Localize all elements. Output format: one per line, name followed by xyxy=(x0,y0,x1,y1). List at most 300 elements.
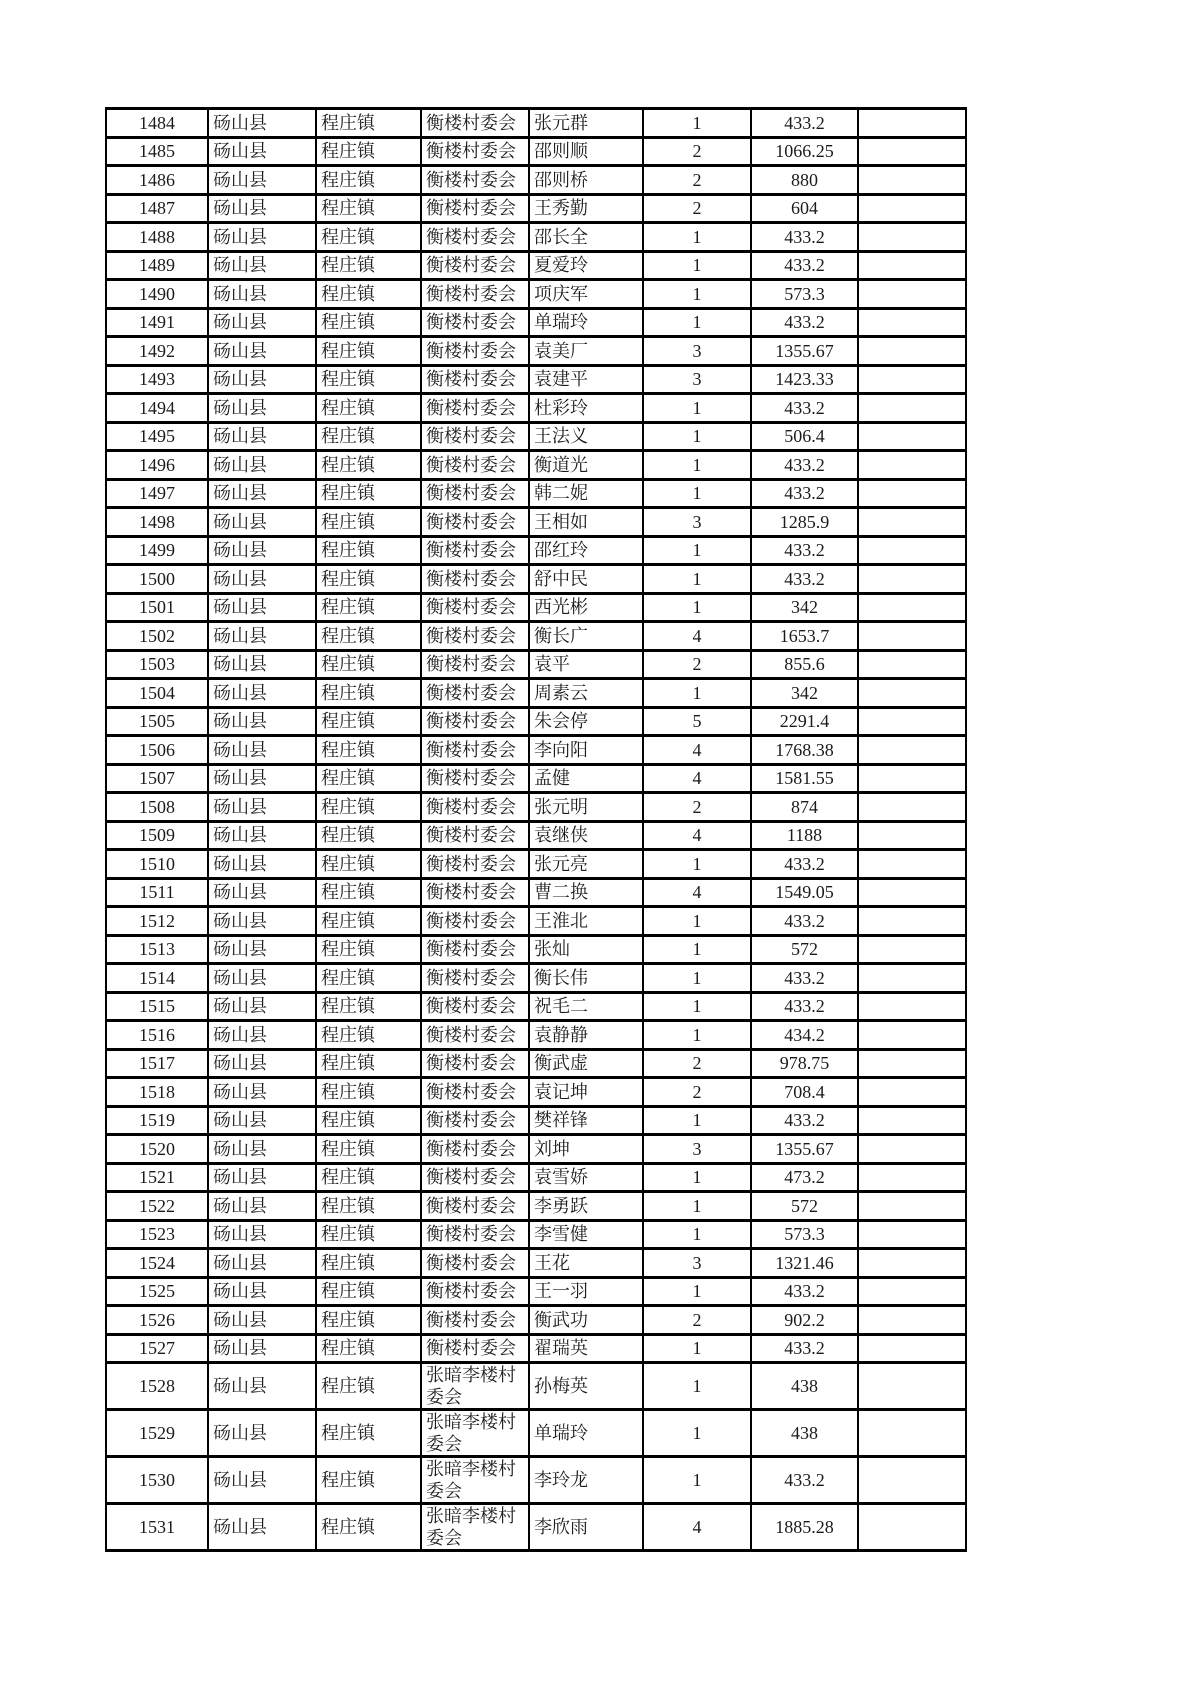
cell-name: 袁雪娇 xyxy=(529,1163,643,1192)
cell-name: 孟健 xyxy=(529,764,643,793)
cell-name: 王淮北 xyxy=(529,907,643,936)
cell-count: 1 xyxy=(643,479,751,508)
cell-village: 衡楼村委会 xyxy=(421,964,529,993)
cell-count: 3 xyxy=(643,365,751,394)
cell-index: 1518 xyxy=(106,1078,208,1107)
cell-name: 曹二换 xyxy=(529,878,643,907)
table-row xyxy=(106,593,966,622)
cell-town: 程庄镇 xyxy=(316,1363,421,1410)
cell-count: 1 xyxy=(643,394,751,423)
cell-county: 砀山县 xyxy=(208,1249,316,1278)
cell-count: 3 xyxy=(643,508,751,537)
cell-index: 1501 xyxy=(106,593,208,622)
cell-amount: 433.2 xyxy=(751,850,858,879)
cell-county: 砀山县 xyxy=(208,1078,316,1107)
cell-name: 袁静静 xyxy=(529,1021,643,1050)
table-row xyxy=(106,907,966,936)
cell-village: 衡楼村委会 xyxy=(421,308,529,337)
cell-amount: 708.4 xyxy=(751,1078,858,1107)
table-row xyxy=(106,280,966,309)
cell-name: 邵则顺 xyxy=(529,137,643,166)
cell-name: 杜彩玲 xyxy=(529,394,643,423)
cell-count: 2 xyxy=(643,1306,751,1335)
cell-name: 单瑞玲 xyxy=(529,308,643,337)
table-row xyxy=(106,451,966,480)
cell-count: 1 xyxy=(643,1220,751,1249)
cell-amount: 573.3 xyxy=(751,1220,858,1249)
cell-village: 衡楼村委会 xyxy=(421,1021,529,1050)
cell-index: 1529 xyxy=(106,1410,208,1457)
cell-name: 刘坤 xyxy=(529,1135,643,1164)
cell-village: 衡楼村委会 xyxy=(421,1249,529,1278)
cell-county: 砀山县 xyxy=(208,394,316,423)
cell-county: 砀山县 xyxy=(208,1192,316,1221)
cell-town: 程庄镇 xyxy=(316,707,421,736)
cell-county: 砀山县 xyxy=(208,821,316,850)
cell-count: 1 xyxy=(643,850,751,879)
cell-county: 砀山县 xyxy=(208,451,316,480)
table-row xyxy=(106,707,966,736)
cell-index: 1492 xyxy=(106,337,208,366)
cell-county: 砀山县 xyxy=(208,964,316,993)
cell-village: 衡楼村委会 xyxy=(421,109,529,138)
cell-count: 1 xyxy=(643,1106,751,1135)
cell-village: 衡楼村委会 xyxy=(421,650,529,679)
cell-county: 砀山县 xyxy=(208,308,316,337)
cell-village: 衡楼村委会 xyxy=(421,479,529,508)
cell-county: 砀山县 xyxy=(208,422,316,451)
cell-name: 祝毛二 xyxy=(529,992,643,1021)
cell-amount: 433.2 xyxy=(751,565,858,594)
cell-amount: 438 xyxy=(751,1363,858,1410)
cell-town: 程庄镇 xyxy=(316,137,421,166)
table-row xyxy=(106,508,966,537)
cell-town: 程庄镇 xyxy=(316,451,421,480)
cell-name: 翟瑞英 xyxy=(529,1334,643,1363)
cell-blank xyxy=(858,1135,966,1164)
cell-index: 1528 xyxy=(106,1363,208,1410)
cell-county: 砀山县 xyxy=(208,251,316,280)
cell-count: 1 xyxy=(643,422,751,451)
cell-amount: 604 xyxy=(751,194,858,223)
cell-index: 1527 xyxy=(106,1334,208,1363)
cell-blank xyxy=(858,1249,966,1278)
cell-town: 程庄镇 xyxy=(316,992,421,1021)
cell-name: 王法义 xyxy=(529,422,643,451)
cell-name: 袁记坤 xyxy=(529,1078,643,1107)
cell-blank xyxy=(858,1410,966,1457)
cell-town: 程庄镇 xyxy=(316,679,421,708)
cell-blank xyxy=(858,1334,966,1363)
cell-county: 砀山县 xyxy=(208,622,316,651)
cell-county: 砀山县 xyxy=(208,479,316,508)
cell-county: 砀山县 xyxy=(208,137,316,166)
cell-name: 王秀勤 xyxy=(529,194,643,223)
table-row xyxy=(106,166,966,195)
cell-index: 1526 xyxy=(106,1306,208,1335)
cell-amount: 433.2 xyxy=(751,1457,858,1504)
cell-index: 1506 xyxy=(106,736,208,765)
cell-amount: 572 xyxy=(751,1192,858,1221)
cell-county: 砀山县 xyxy=(208,1106,316,1135)
cell-county: 砀山县 xyxy=(208,1163,316,1192)
cell-county: 砀山县 xyxy=(208,1457,316,1504)
cell-blank xyxy=(858,394,966,423)
cell-name: 袁美厂 xyxy=(529,337,643,366)
cell-town: 程庄镇 xyxy=(316,223,421,252)
cell-town: 程庄镇 xyxy=(316,1078,421,1107)
cell-blank xyxy=(858,793,966,822)
cell-town: 程庄镇 xyxy=(316,109,421,138)
cell-county: 砀山县 xyxy=(208,536,316,565)
cell-blank xyxy=(858,308,966,337)
cell-town: 程庄镇 xyxy=(316,821,421,850)
cell-amount: 433.2 xyxy=(751,992,858,1021)
cell-town: 程庄镇 xyxy=(316,565,421,594)
cell-amount: 473.2 xyxy=(751,1163,858,1192)
cell-name: 张灿 xyxy=(529,935,643,964)
cell-index: 1504 xyxy=(106,679,208,708)
cell-amount: 573.3 xyxy=(751,280,858,309)
cell-town: 程庄镇 xyxy=(316,1334,421,1363)
cell-county: 砀山县 xyxy=(208,935,316,964)
cell-blank xyxy=(858,166,966,195)
cell-town: 程庄镇 xyxy=(316,764,421,793)
cell-index: 1523 xyxy=(106,1220,208,1249)
cell-county: 砀山县 xyxy=(208,565,316,594)
cell-amount: 433.2 xyxy=(751,394,858,423)
table-row xyxy=(106,1457,966,1504)
cell-index: 1517 xyxy=(106,1049,208,1078)
cell-index: 1484 xyxy=(106,109,208,138)
cell-town: 程庄镇 xyxy=(316,422,421,451)
cell-village: 衡楼村委会 xyxy=(421,1078,529,1107)
cell-count: 1 xyxy=(643,1277,751,1306)
cell-name: 邵则桥 xyxy=(529,166,643,195)
cell-amount: 433.2 xyxy=(751,479,858,508)
cell-blank xyxy=(858,736,966,765)
cell-town: 程庄镇 xyxy=(316,793,421,822)
cell-blank xyxy=(858,593,966,622)
cell-blank xyxy=(858,1277,966,1306)
cell-index: 1503 xyxy=(106,650,208,679)
cell-index: 1508 xyxy=(106,793,208,822)
cell-count: 1 xyxy=(643,1192,751,1221)
cell-count: 1 xyxy=(643,308,751,337)
cell-name: 李欣雨 xyxy=(529,1504,643,1551)
cell-count: 2 xyxy=(643,166,751,195)
cell-count: 1 xyxy=(643,1363,751,1410)
table-row xyxy=(106,394,966,423)
cell-name: 邵长全 xyxy=(529,223,643,252)
cell-county: 砀山县 xyxy=(208,1363,316,1410)
cell-count: 1 xyxy=(643,280,751,309)
cell-count: 4 xyxy=(643,764,751,793)
table-row xyxy=(106,622,966,651)
cell-town: 程庄镇 xyxy=(316,1021,421,1050)
cell-amount: 438 xyxy=(751,1410,858,1457)
cell-town: 程庄镇 xyxy=(316,1410,421,1457)
cell-village: 衡楼村委会 xyxy=(421,194,529,223)
cell-town: 程庄镇 xyxy=(316,1220,421,1249)
table-row xyxy=(106,850,966,879)
cell-index: 1505 xyxy=(106,707,208,736)
cell-blank xyxy=(858,1106,966,1135)
cell-town: 程庄镇 xyxy=(316,1049,421,1078)
table-row xyxy=(106,1078,966,1107)
table-row xyxy=(106,422,966,451)
cell-name: 衡武功 xyxy=(529,1306,643,1335)
cell-name: 张元明 xyxy=(529,793,643,822)
cell-index: 1531 xyxy=(106,1504,208,1551)
cell-blank xyxy=(858,508,966,537)
cell-county: 砀山县 xyxy=(208,109,316,138)
table-row xyxy=(106,1277,966,1306)
cell-blank xyxy=(858,280,966,309)
cell-blank xyxy=(858,850,966,879)
cell-index: 1499 xyxy=(106,536,208,565)
cell-village: 衡楼村委会 xyxy=(421,1334,529,1363)
table-body xyxy=(106,109,966,1551)
cell-village: 衡楼村委会 xyxy=(421,565,529,594)
cell-index: 1490 xyxy=(106,280,208,309)
cell-count: 1 xyxy=(643,1334,751,1363)
cell-village: 衡楼村委会 xyxy=(421,280,529,309)
cell-count: 5 xyxy=(643,707,751,736)
cell-town: 程庄镇 xyxy=(316,650,421,679)
cell-amount: 433.2 xyxy=(751,308,858,337)
cell-index: 1495 xyxy=(106,422,208,451)
cell-index: 1509 xyxy=(106,821,208,850)
cell-index: 1493 xyxy=(106,365,208,394)
cell-count: 1 xyxy=(643,109,751,138)
table-row xyxy=(106,1220,966,1249)
table-row xyxy=(106,337,966,366)
cell-name: 衡武虚 xyxy=(529,1049,643,1078)
cell-amount: 433.2 xyxy=(751,1277,858,1306)
cell-count: 1 xyxy=(643,992,751,1021)
cell-count: 4 xyxy=(643,736,751,765)
cell-county: 砀山县 xyxy=(208,280,316,309)
cell-county: 砀山县 xyxy=(208,1049,316,1078)
cell-count: 4 xyxy=(643,622,751,651)
cell-county: 砀山县 xyxy=(208,1135,316,1164)
cell-village: 张暗李楼村委会 xyxy=(421,1504,529,1551)
cell-name: 张元群 xyxy=(529,109,643,138)
cell-index: 1488 xyxy=(106,223,208,252)
cell-amount: 433.2 xyxy=(751,109,858,138)
cell-blank xyxy=(858,878,966,907)
cell-name: 单瑞玲 xyxy=(529,1410,643,1457)
cell-village: 衡楼村委会 xyxy=(421,1135,529,1164)
cell-village: 衡楼村委会 xyxy=(421,1049,529,1078)
cell-name: 邵红玲 xyxy=(529,536,643,565)
cell-name: 王相如 xyxy=(529,508,643,537)
cell-count: 2 xyxy=(643,1049,751,1078)
cell-county: 砀山县 xyxy=(208,650,316,679)
cell-blank xyxy=(858,821,966,850)
table-row xyxy=(106,1334,966,1363)
cell-town: 程庄镇 xyxy=(316,394,421,423)
cell-village: 衡楼村委会 xyxy=(421,137,529,166)
cell-index: 1485 xyxy=(106,137,208,166)
cell-name: 周素云 xyxy=(529,679,643,708)
cell-count: 1 xyxy=(643,1457,751,1504)
cell-count: 1 xyxy=(643,679,751,708)
cell-count: 3 xyxy=(643,337,751,366)
cell-blank xyxy=(858,337,966,366)
table-row xyxy=(106,1410,966,1457)
cell-amount: 2291.4 xyxy=(751,707,858,736)
cell-blank xyxy=(858,251,966,280)
cell-index: 1496 xyxy=(106,451,208,480)
cell-village: 衡楼村委会 xyxy=(421,508,529,537)
cell-blank xyxy=(858,1192,966,1221)
cell-count: 1 xyxy=(643,223,751,252)
cell-county: 砀山县 xyxy=(208,907,316,936)
cell-count: 1 xyxy=(643,935,751,964)
table-row xyxy=(106,793,966,822)
cell-count: 2 xyxy=(643,650,751,679)
cell-blank xyxy=(858,451,966,480)
cell-blank xyxy=(858,365,966,394)
cell-village: 衡楼村委会 xyxy=(421,736,529,765)
table-row xyxy=(106,1049,966,1078)
cell-amount: 434.2 xyxy=(751,1021,858,1050)
table-row xyxy=(106,251,966,280)
cell-amount: 572 xyxy=(751,935,858,964)
cell-town: 程庄镇 xyxy=(316,308,421,337)
table-row xyxy=(106,679,966,708)
cell-county: 砀山县 xyxy=(208,992,316,1021)
cell-name: 衡长广 xyxy=(529,622,643,651)
cell-index: 1524 xyxy=(106,1249,208,1278)
table-row xyxy=(106,878,966,907)
cell-count: 1 xyxy=(643,451,751,480)
cell-county: 砀山县 xyxy=(208,1021,316,1050)
cell-name: 朱会停 xyxy=(529,707,643,736)
table-row xyxy=(106,736,966,765)
cell-blank xyxy=(858,1306,966,1335)
cell-town: 程庄镇 xyxy=(316,736,421,765)
cell-amount: 433.2 xyxy=(751,964,858,993)
cell-name: 西光彬 xyxy=(529,593,643,622)
cell-town: 程庄镇 xyxy=(316,251,421,280)
table-row xyxy=(106,1135,966,1164)
cell-name: 袁继侠 xyxy=(529,821,643,850)
cell-blank xyxy=(858,1363,966,1410)
cell-index: 1487 xyxy=(106,194,208,223)
cell-index: 1514 xyxy=(106,964,208,993)
cell-village: 衡楼村委会 xyxy=(421,1163,529,1192)
cell-village: 衡楼村委会 xyxy=(421,1106,529,1135)
cell-county: 砀山县 xyxy=(208,337,316,366)
cell-blank xyxy=(858,536,966,565)
cell-county: 砀山县 xyxy=(208,679,316,708)
cell-town: 程庄镇 xyxy=(316,1249,421,1278)
table-row xyxy=(106,650,966,679)
cell-town: 程庄镇 xyxy=(316,1504,421,1551)
cell-amount: 433.2 xyxy=(751,1106,858,1135)
cell-blank xyxy=(858,1163,966,1192)
cell-village: 衡楼村委会 xyxy=(421,679,529,708)
cell-county: 砀山县 xyxy=(208,707,316,736)
cell-index: 1507 xyxy=(106,764,208,793)
cell-amount: 342 xyxy=(751,679,858,708)
cell-village: 衡楼村委会 xyxy=(421,764,529,793)
cell-index: 1516 xyxy=(106,1021,208,1050)
cell-village: 衡楼村委会 xyxy=(421,223,529,252)
cell-name: 袁建平 xyxy=(529,365,643,394)
cell-count: 2 xyxy=(643,194,751,223)
cell-amount: 880 xyxy=(751,166,858,195)
cell-town: 程庄镇 xyxy=(316,1192,421,1221)
cell-blank xyxy=(858,422,966,451)
cell-blank xyxy=(858,109,966,138)
cell-blank xyxy=(858,935,966,964)
cell-village: 衡楼村委会 xyxy=(421,394,529,423)
cell-amount: 1423.33 xyxy=(751,365,858,394)
cell-amount: 1285.9 xyxy=(751,508,858,537)
table-row xyxy=(106,479,966,508)
cell-amount: 506.4 xyxy=(751,422,858,451)
cell-blank xyxy=(858,707,966,736)
cell-town: 程庄镇 xyxy=(316,850,421,879)
cell-amount: 978.75 xyxy=(751,1049,858,1078)
cell-town: 程庄镇 xyxy=(316,536,421,565)
table-row xyxy=(106,935,966,964)
cell-name: 王花 xyxy=(529,1249,643,1278)
cell-index: 1525 xyxy=(106,1277,208,1306)
cell-count: 1 xyxy=(643,251,751,280)
cell-village: 张暗李楼村委会 xyxy=(421,1457,529,1504)
table-row xyxy=(106,109,966,138)
cell-count: 1 xyxy=(643,1410,751,1457)
cell-blank xyxy=(858,565,966,594)
cell-village: 衡楼村委会 xyxy=(421,251,529,280)
cell-county: 砀山县 xyxy=(208,878,316,907)
cell-town: 程庄镇 xyxy=(316,878,421,907)
cell-town: 程庄镇 xyxy=(316,1457,421,1504)
cell-amount: 342 xyxy=(751,593,858,622)
cell-index: 1502 xyxy=(106,622,208,651)
cell-county: 砀山县 xyxy=(208,166,316,195)
cell-town: 程庄镇 xyxy=(316,1163,421,1192)
table-row xyxy=(106,1021,966,1050)
cell-index: 1494 xyxy=(106,394,208,423)
cell-index: 1520 xyxy=(106,1135,208,1164)
cell-index: 1530 xyxy=(106,1457,208,1504)
cell-village: 张暗李楼村委会 xyxy=(421,1410,529,1457)
cell-index: 1491 xyxy=(106,308,208,337)
cell-village: 衡楼村委会 xyxy=(421,1220,529,1249)
cell-index: 1510 xyxy=(106,850,208,879)
cell-town: 程庄镇 xyxy=(316,907,421,936)
cell-count: 3 xyxy=(643,1135,751,1164)
cell-count: 1 xyxy=(643,907,751,936)
cell-town: 程庄镇 xyxy=(316,1277,421,1306)
cell-blank xyxy=(858,1049,966,1078)
cell-count: 1 xyxy=(643,1163,751,1192)
table-row xyxy=(106,1363,966,1410)
cell-blank xyxy=(858,1078,966,1107)
cell-count: 1 xyxy=(643,593,751,622)
cell-town: 程庄镇 xyxy=(316,935,421,964)
cell-county: 砀山县 xyxy=(208,764,316,793)
cell-amount: 1581.55 xyxy=(751,764,858,793)
cell-count: 1 xyxy=(643,536,751,565)
cell-name: 樊祥锋 xyxy=(529,1106,643,1135)
